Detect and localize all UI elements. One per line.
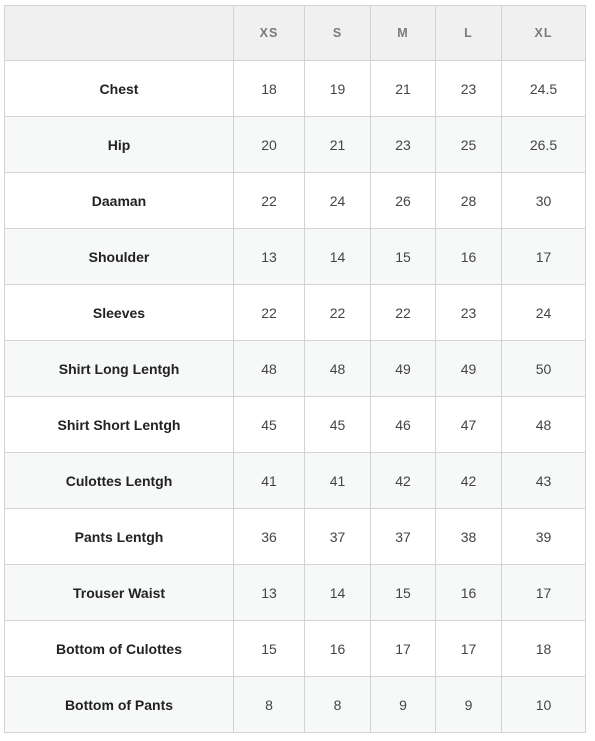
table-row xyxy=(5,61,586,117)
size-header-m: M xyxy=(371,6,436,61)
measurement-value-l: 23 xyxy=(436,61,502,117)
measurement-label: Bottom of Culottes xyxy=(5,621,234,677)
measurement-label: Shoulder xyxy=(5,229,234,285)
measurement-value-xs: 36 xyxy=(234,509,305,565)
measurement-value-xs: 18 xyxy=(234,61,305,117)
measurement-value-m: 37 xyxy=(371,509,436,565)
measurement-value-m: 26 xyxy=(371,173,436,229)
measurement-value-xl: 17 xyxy=(502,565,586,621)
measurement-value-xs: 48 xyxy=(234,341,305,397)
measurement-value-l: 42 xyxy=(436,453,502,509)
measurement-value-xl: 48 xyxy=(502,397,586,453)
measurement-value-l: 25 xyxy=(436,117,502,173)
measurement-label: Hip xyxy=(5,117,234,173)
measurement-value-xl: 30 xyxy=(502,173,586,229)
measurement-value-m: 49 xyxy=(371,341,436,397)
size-header-xs: XS xyxy=(234,6,305,61)
measurement-label: Shirt Short Lentgh xyxy=(5,397,234,453)
size-chart-table xyxy=(4,5,586,733)
size-header-xl: XL xyxy=(502,6,586,61)
measurement-value-s: 19 xyxy=(305,61,371,117)
measurement-value-s: 14 xyxy=(305,229,371,285)
size-chart-header xyxy=(5,6,586,61)
table-row xyxy=(5,509,586,565)
measurement-label: Chest xyxy=(5,61,234,117)
measurement-value-m: 15 xyxy=(371,229,436,285)
measurement-value-xl: 39 xyxy=(502,509,586,565)
measurement-value-xs: 22 xyxy=(234,285,305,341)
table-row xyxy=(5,397,586,453)
size-chart xyxy=(4,5,585,733)
table-row xyxy=(5,677,586,733)
measurement-value-xs: 8 xyxy=(234,677,305,733)
measurement-value-m: 42 xyxy=(371,453,436,509)
measurement-value-l: 9 xyxy=(436,677,502,733)
measurement-value-m: 23 xyxy=(371,117,436,173)
measurement-value-xl: 24 xyxy=(502,285,586,341)
table-row xyxy=(5,285,586,341)
measurement-value-m: 15 xyxy=(371,565,436,621)
header-corner-cell xyxy=(5,6,234,61)
measurement-value-s: 22 xyxy=(305,285,371,341)
measurement-value-xl: 24.5 xyxy=(502,61,586,117)
measurement-value-xs: 15 xyxy=(234,621,305,677)
measurement-label: Daaman xyxy=(5,173,234,229)
measurement-value-s: 8 xyxy=(305,677,371,733)
measurement-value-xl: 18 xyxy=(502,621,586,677)
measurement-value-xs: 13 xyxy=(234,565,305,621)
measurement-value-xs: 45 xyxy=(234,397,305,453)
measurement-value-l: 38 xyxy=(436,509,502,565)
measurement-value-xl: 26.5 xyxy=(502,117,586,173)
measurement-value-s: 48 xyxy=(305,341,371,397)
table-row xyxy=(5,229,586,285)
measurement-value-m: 9 xyxy=(371,677,436,733)
measurement-label: Bottom of Pants xyxy=(5,677,234,733)
table-row xyxy=(5,341,586,397)
measurement-value-s: 16 xyxy=(305,621,371,677)
measurement-value-s: 45 xyxy=(305,397,371,453)
measurement-value-s: 14 xyxy=(305,565,371,621)
measurement-value-l: 17 xyxy=(436,621,502,677)
table-row xyxy=(5,453,586,509)
measurement-value-l: 16 xyxy=(436,565,502,621)
size-chart-body xyxy=(5,61,586,733)
measurement-value-xl: 43 xyxy=(502,453,586,509)
measurement-value-s: 37 xyxy=(305,509,371,565)
header-row xyxy=(5,6,586,61)
measurement-label: Shirt Long Lentgh xyxy=(5,341,234,397)
measurement-value-s: 24 xyxy=(305,173,371,229)
measurement-value-m: 17 xyxy=(371,621,436,677)
size-header-s: S xyxy=(305,6,371,61)
table-row xyxy=(5,621,586,677)
measurement-value-xs: 41 xyxy=(234,453,305,509)
table-row xyxy=(5,565,586,621)
measurement-value-l: 49 xyxy=(436,341,502,397)
size-header-l: L xyxy=(436,6,502,61)
measurement-value-xl: 50 xyxy=(502,341,586,397)
table-row xyxy=(5,117,586,173)
measurement-value-xs: 20 xyxy=(234,117,305,173)
measurement-value-l: 16 xyxy=(436,229,502,285)
measurement-value-xs: 13 xyxy=(234,229,305,285)
measurement-value-m: 46 xyxy=(371,397,436,453)
measurement-value-m: 21 xyxy=(371,61,436,117)
measurement-value-m: 22 xyxy=(371,285,436,341)
measurement-label: Pants Lentgh xyxy=(5,509,234,565)
measurement-value-l: 28 xyxy=(436,173,502,229)
measurement-value-xl: 17 xyxy=(502,229,586,285)
measurement-label: Sleeves xyxy=(5,285,234,341)
measurement-value-xs: 22 xyxy=(234,173,305,229)
measurement-value-s: 41 xyxy=(305,453,371,509)
measurement-label: Culottes Lentgh xyxy=(5,453,234,509)
measurement-value-l: 23 xyxy=(436,285,502,341)
measurement-label: Trouser Waist xyxy=(5,565,234,621)
measurement-value-s: 21 xyxy=(305,117,371,173)
measurement-value-xl: 10 xyxy=(502,677,586,733)
table-row xyxy=(5,173,586,229)
measurement-value-l: 47 xyxy=(436,397,502,453)
